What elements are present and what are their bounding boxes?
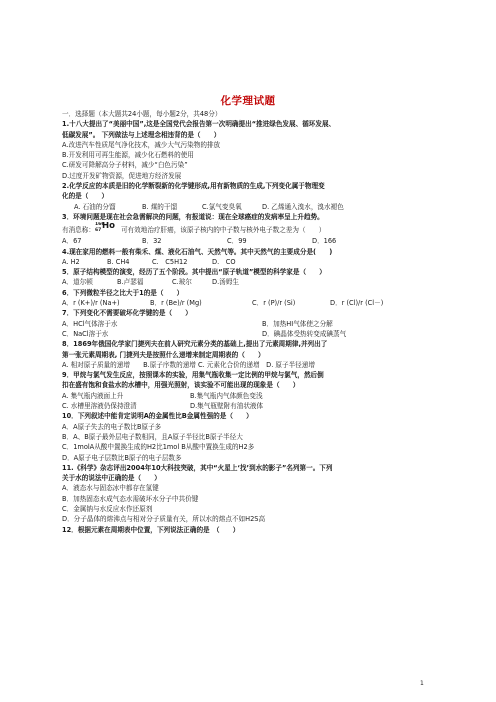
q11-option-b: B．加热固态水成气态水需破坏水分子中共价键 bbox=[62, 494, 199, 503]
q11-stem-line1: 11.《科学》杂志评出2004年10大科技突破，其中“火星上‘找’到水的影子”名列第一。下列 bbox=[62, 463, 333, 472]
q7-option-a: A．HCl气体溶于水 bbox=[62, 319, 118, 328]
q6-option-b: B．r (Be)/r (Mg) bbox=[150, 299, 202, 308]
q6-option-c: C．r (P)/r (Si) bbox=[252, 299, 296, 308]
q1-stem-line2: 低碳发展”。 下列做法与上述理念相违背的是（ ） bbox=[62, 130, 221, 139]
q1-option-c: C.研发可降解高分子材料，减少“白色污染” bbox=[62, 161, 188, 170]
q4-option-c: C. C5H12 bbox=[152, 257, 188, 266]
exam-content bbox=[62, 109, 438, 535]
q8-stem-line2: 第一张元素周期表, 门捷列夫是按照什么递增来制定周期表的（ ） bbox=[62, 350, 265, 359]
q2-option-b: B. 煤的干馏 bbox=[142, 202, 178, 211]
q1-option-a: A.改进汽车性质尾气净化技术，减少大气污染物的排放 bbox=[62, 140, 221, 149]
q5-option-d: D.汤姆生 bbox=[212, 278, 239, 287]
q9-options-row-1 bbox=[62, 391, 438, 401]
q9-option-c: C. 水槽里溶液仍保持澄清 bbox=[62, 402, 137, 411]
q4-option-b: B. CH4 bbox=[107, 257, 130, 266]
q10-option-d: D．A原子电子层数比B原子的电子层数多 bbox=[62, 453, 182, 462]
q11-stem-line2: 关于水的说法中正确的是（ ） bbox=[62, 474, 161, 483]
page-number: 1 bbox=[420, 680, 424, 687]
isotope-atomic-number: 67 bbox=[94, 228, 102, 234]
q5-option-a: A．道尔顿 bbox=[62, 278, 93, 287]
q7-options-row-2 bbox=[62, 329, 438, 339]
q5-option-c: C.玻尔 bbox=[172, 278, 192, 287]
q6-option-d: D．r (Cl)/r (Cl－) bbox=[330, 299, 384, 308]
q10-option-b: B．A、B原子最外层电子数相同，且A原子半径比B原子半径大 bbox=[62, 432, 243, 441]
q1-stem-line1: 1.十八大提出了“美丽中国”,这是全国党代会报告第一次明确提出“推进绿色发展、循环发展、 bbox=[62, 120, 336, 129]
q3-option-d: D．166 bbox=[312, 237, 337, 246]
q5-stem: 5．原子结构模型的演变，经历了五个阶段。其中提出“原子轨道”模型的科学家是（ ） bbox=[62, 268, 326, 277]
q8-stem-line1: 8．1869年俄国化学家门捷列夫在前人研究元素分类的基础上,提出了元素周期律,并列出了 bbox=[62, 340, 328, 349]
q2-options-row bbox=[62, 202, 438, 212]
q7-option-c: C．NaCl溶于水 bbox=[62, 329, 109, 338]
q7-options-row-1 bbox=[62, 319, 438, 329]
q12-stem: 12．根据元素在周期表中位置，下列说法正确的是 （ ） bbox=[62, 525, 240, 534]
q2-stem-line1: 2.化学反应的本质是旧的化学断裂新的化学键形成,用有新物质的生成,下列变化属于物理变 bbox=[62, 182, 325, 191]
q1-option-d: D.过度开发矿物资源，促进地方经济发展 bbox=[62, 171, 182, 180]
q9-option-d: D.集气瓶壁附有油状液体 bbox=[190, 402, 264, 411]
q2-option-c: C.氯气变臭氧 bbox=[202, 202, 242, 211]
q3-option-b: B．32 bbox=[142, 237, 162, 246]
q9-stem-line1: 9．甲烷与氯气发生反应，按照课本的实验，用集气瓶收集一定比例的甲烷与氯气，然后倒 bbox=[62, 371, 324, 380]
q9-options-row-2 bbox=[62, 401, 438, 411]
q7-option-b: B．加热HI气体使之分解 bbox=[262, 319, 333, 328]
q9-stem-line2: 扣在盛有饱和食盐水的水槽中，用强光照射，该实验不可能出现的现象是（ ） bbox=[62, 381, 300, 390]
q7-option-d: D．碘晶体受热转变成碘蒸气 bbox=[262, 329, 347, 338]
isotope-symbol: Ho bbox=[101, 222, 115, 232]
q4-option-a: A. H2 bbox=[62, 257, 80, 266]
q3-stem-suffix: 可有效地治疗肝癌，该原子核内的中子数与核外电子数之差为（ ） bbox=[120, 226, 326, 235]
q10-stem: 10．下列叙述中能肯定说明A的金属性比B金属性强的是（ ） bbox=[62, 412, 253, 421]
q2-option-d: D. 乙烯通入溴水，溴水褪色 bbox=[262, 202, 344, 211]
q6-stem: 6．下列微粒半径之比大于1的是（ ） bbox=[62, 288, 184, 297]
q6-option-a: A．r (K+)/r (Na+) bbox=[62, 299, 120, 308]
section-heading: 一．选择题（本大题共24小题，每小题2分，共48分） bbox=[62, 110, 222, 118]
q3-stem-line1: 3．环境问题是现在社会急需解决的问题，有报道说：现在全球癌症的发病率呈上升趋势。 bbox=[62, 212, 324, 221]
isotope-mass-number: 166 bbox=[94, 222, 105, 228]
q4-stem: 4.现在家用的燃料一般有柴禾、煤、液化石油气、天然气等。其中天然气的主要成分是( ) bbox=[62, 247, 333, 256]
q3-option-a: A．67 bbox=[62, 237, 82, 246]
holmium-isotope bbox=[95, 222, 121, 234]
q2-option-a: A. 石油的分馏 bbox=[74, 202, 116, 211]
q11-option-c: C．金属钠与水反应水作还原剂 bbox=[62, 504, 153, 513]
q4-option-d: D. CO bbox=[212, 257, 236, 266]
q9-option-b: B.集气瓶内气体颜色变浅 bbox=[190, 391, 263, 400]
q3-options-row bbox=[62, 236, 438, 246]
q4-options-row bbox=[62, 257, 438, 267]
q11-option-a: A．液态水与固态冰中都存在氢键 bbox=[62, 484, 159, 493]
q11-option-d: D．分子晶体的熔沸点与相对分子质量有关，所以水的熔点不如H2S高 bbox=[62, 515, 266, 524]
q10-option-a: A．A原子失去的电子数比B原子多 bbox=[62, 422, 162, 431]
q10-option-c: C．1molA从酸中置换生成的H2比1mol B从酸中置换生成的H2多 bbox=[62, 443, 255, 452]
q7-stem: 7．下列变化不需要破坏化学键的是（ ） bbox=[62, 309, 192, 318]
q1-option-b: B.开发利用可再生能源，减少化石燃料的使用 bbox=[62, 151, 194, 160]
q5-option-b: B.卢瑟福 bbox=[117, 278, 144, 287]
q2-stem-line2: 化的是（ ） bbox=[62, 192, 109, 201]
q5-options-row bbox=[62, 277, 438, 287]
q9-option-a: A. 集气瓶内液面上升 bbox=[62, 391, 124, 400]
q3-stem-line2 bbox=[62, 222, 438, 236]
q3-stem-prefix: 有消息称： bbox=[62, 226, 95, 235]
exam-title: 化学理试题 bbox=[220, 95, 276, 107]
q8-options: A. 相对原子质量的递增 B.原子序数的递增 C. 元素化合价的递增 D. 原子半径递增 bbox=[62, 360, 315, 369]
q6-options-row bbox=[62, 298, 438, 308]
q3-option-c: C．99 bbox=[227, 237, 247, 246]
